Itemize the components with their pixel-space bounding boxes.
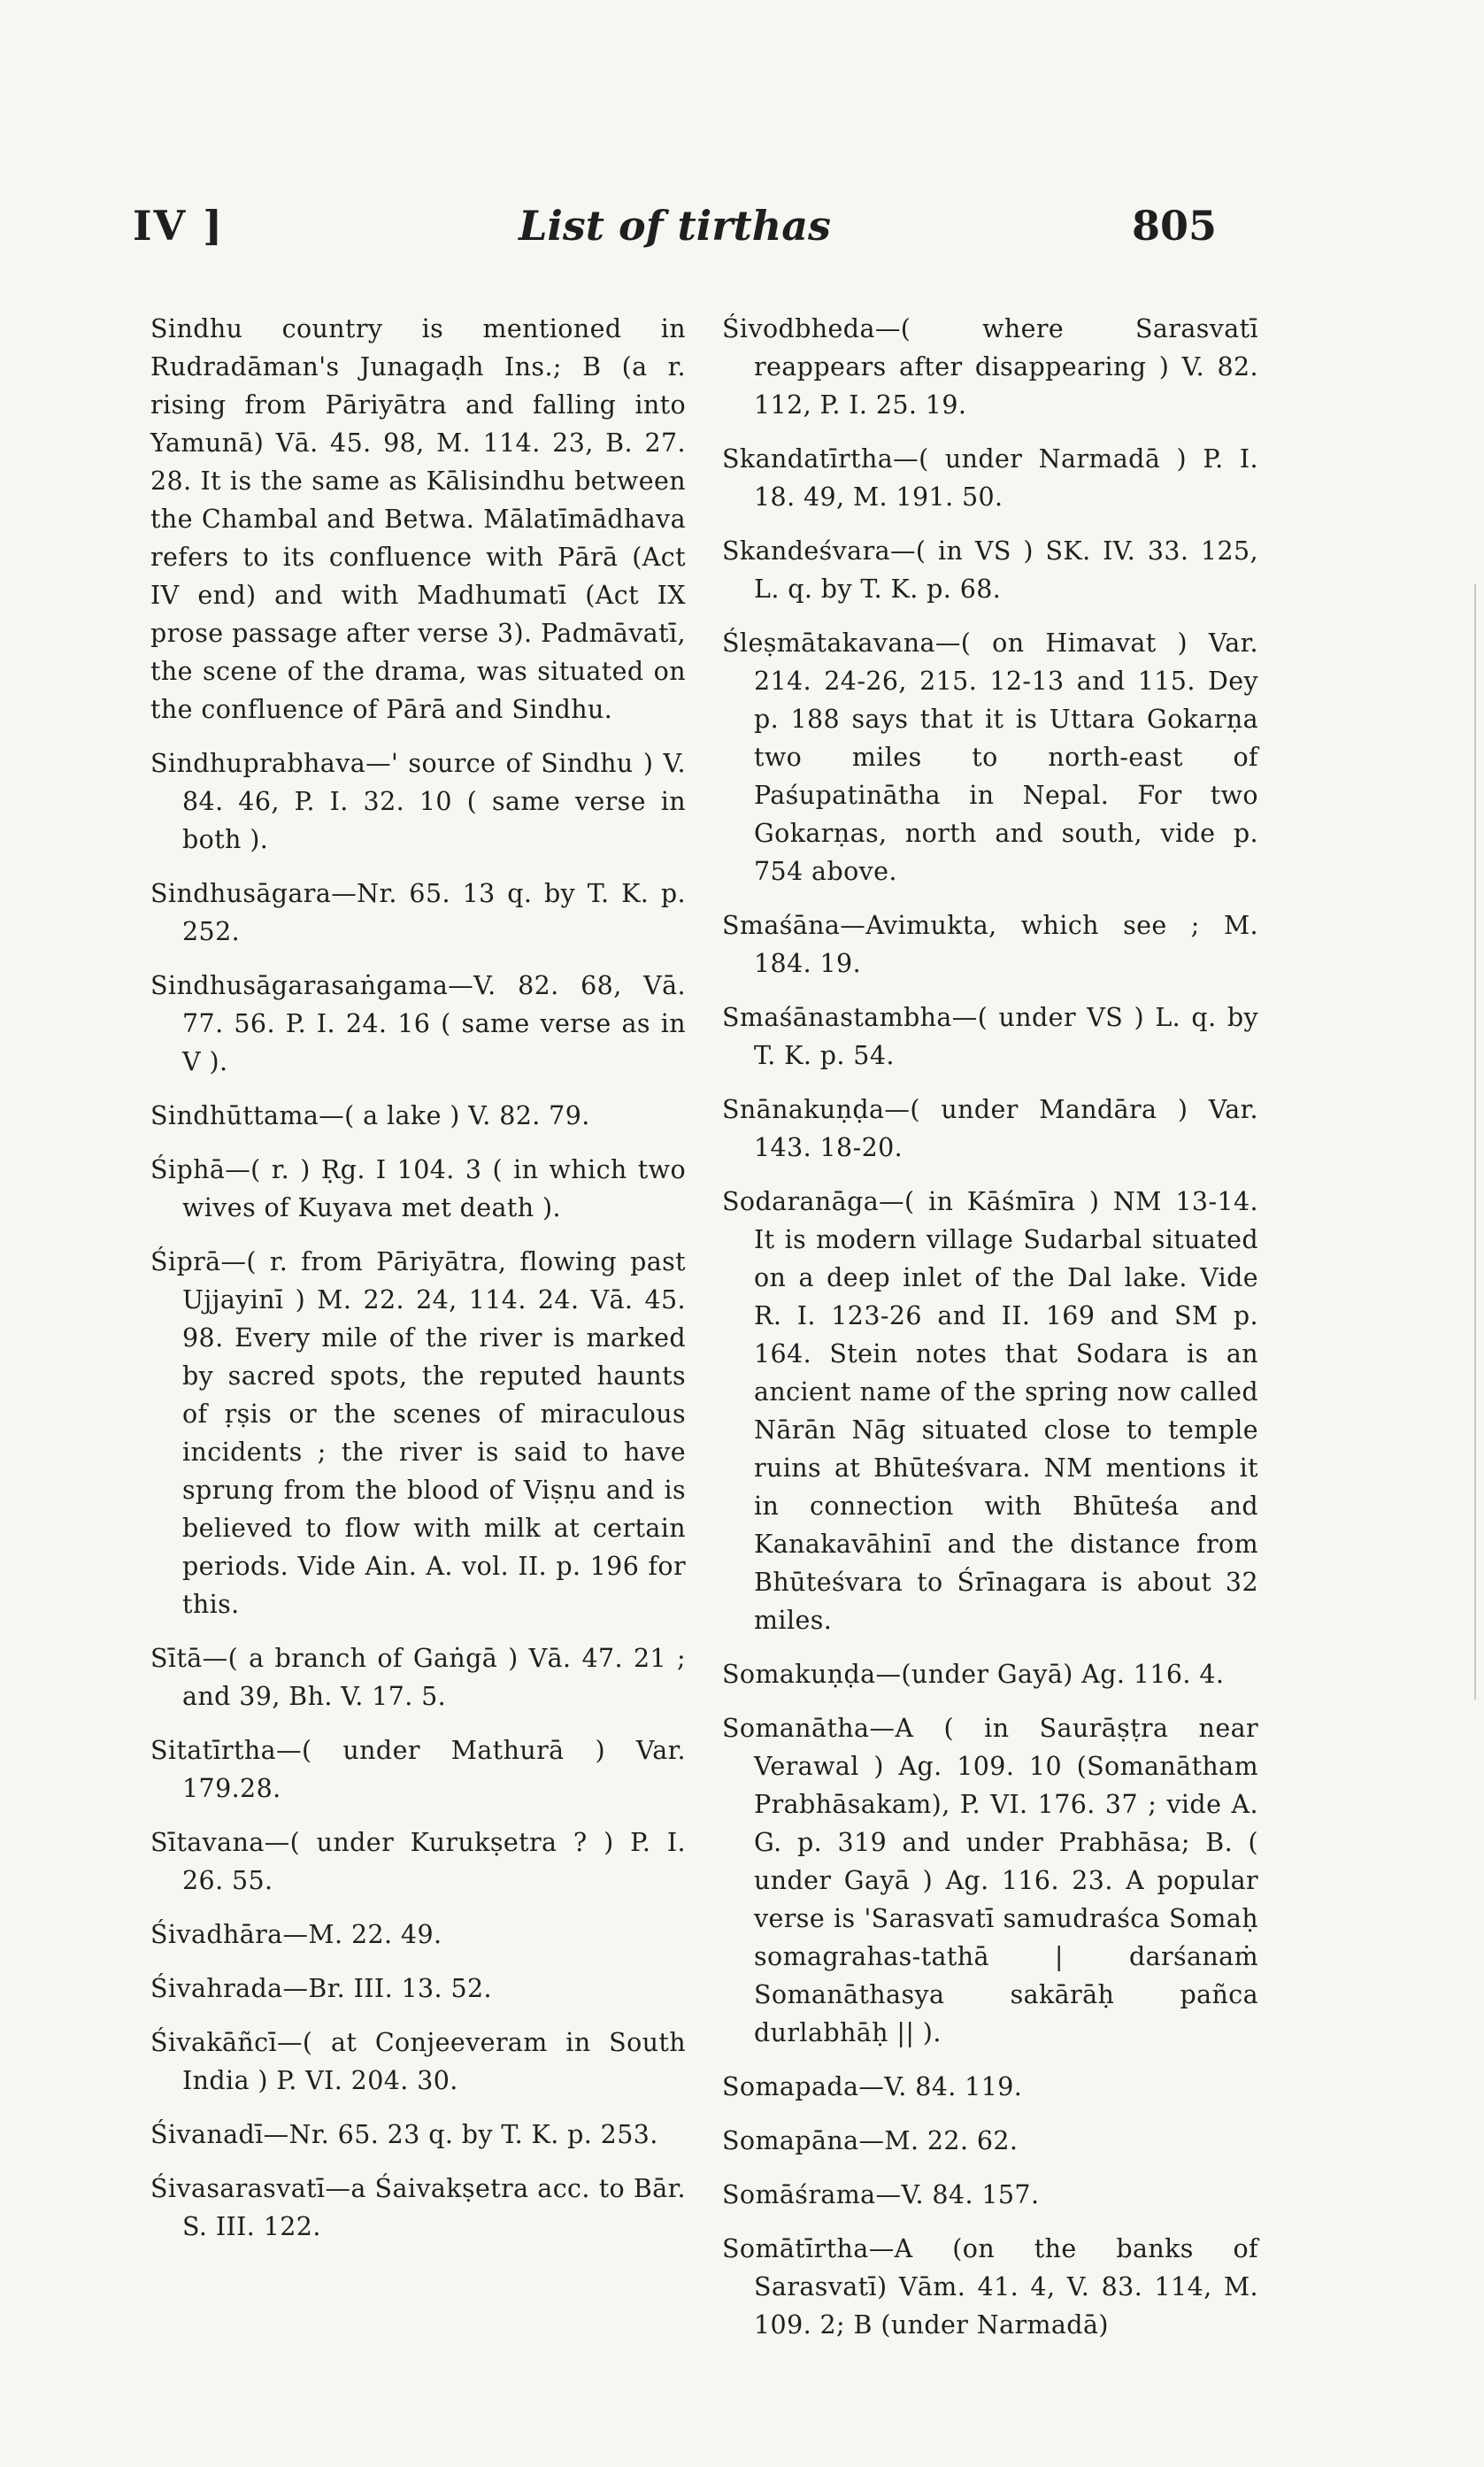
tirtha-entry: Sodaranāga—( in Kāśmīra ) NM 13-14. It is modern village Sudarbal situated on a deep inlet of the Dal lake. Vide R. I. 123-26 and II. 169 and SM p. 164. Stein notes that Sodara is an ancient name of the spring now called Nārān Nāg situated close to temple ruins at Bhūteśvara. NM mentions it in connection with Bhūteśa and Kanakavāhinī and the distance from Bhūteśvara to Śrīnagara is about 32 miles.: [722, 1187, 1258, 1635]
tirtha-entry: Somāśrama—V. 84. 157.: [722, 2180, 1040, 2209]
tirtha-entry: Śleṣmātakavana—( on Himavat ) Var. 214. 24-26, 215. 12-13 and 115. Dey p. 188 says that it is Uttara Gokarṇa two miles to north-east of Paśupatinātha in Nepal. For two Gokarṇas, north and south, vide p. 754 above.: [722, 628, 1258, 886]
tirtha-entry: Somapāna—M. 22. 62.: [722, 2126, 1019, 2155]
page-header: [133, 202, 1217, 264]
tirtha-entry: Sītā—( a branch of Gaṅgā ) Vā. 47. 21 ; and 39, Bh. V. 17. 5.: [150, 1644, 686, 1711]
tirtha-entry: Śivanadī—Nr. 65. 23 q. by T. K. p. 253.: [150, 2120, 658, 2149]
left-column: [150, 310, 686, 2262]
right-column: [722, 310, 1258, 2360]
tirtha-entry: Śiphā—( r. ) Ṛg. I 104. 3 ( in which two wives of Kuyava met death ).: [150, 1155, 686, 1222]
tirtha-entry: Skandeśvara—( in VS ) SK. IV. 33. 125, L. q. by T. K. p. 68.: [722, 536, 1258, 604]
tirtha-entry: Śivadhāra—M. 22. 49.: [150, 1920, 442, 1949]
tirtha-entry: Somakuṇḍa—(under Gayā) Ag. 116. 4.: [722, 1660, 1225, 1689]
tirtha-entry: Śiprā—( r. from Pāriyātra, flowing past Ujjayinī ) M. 22. 24, 114. 24. Vā. 45. 98. Every mile of the river is marked by sacred spots, the reputed haunts of ṛṣis or the scenes of miraculous incidents ; the river is said to have sprung from the blood of Viṣṇu and is believed to flow with milk at certain periods. Vide Ain. A. vol. II. p. 196 for this.: [150, 1247, 686, 1619]
tirtha-entry: Smaśāna—Avimukta, which see ; M. 184. 19.: [722, 911, 1258, 978]
tirtha-entry: Śivodbheda—( where Sarasvatī reappears after disappearing ) V. 82. 112, P. I. 25. 19.: [722, 314, 1258, 420]
tirtha-entry: Sītavana—( under Kurukṣetra ? ) P. I. 26. 55.: [150, 1828, 686, 1895]
tirtha-entry: Skandatīrtha—( under Narmadā ) P. I. 18. 49, M. 191. 50.: [722, 444, 1258, 512]
page-number: 805: [1131, 202, 1217, 250]
scan-margin-line: [1474, 584, 1476, 1700]
tirtha-entry: Somātīrtha—A (on the banks of Sarasvatī) Vām. 41. 4, V. 83. 114, M. 109. 2; B (under Narmadā): [722, 2234, 1258, 2340]
tirtha-entry: Sindhusāgarasaṅgama—V. 82. 68, Vā. 77. 56. P. I. 24. 16 ( same verse as in V ).: [150, 971, 686, 1076]
tirtha-entry: Smaśānastambha—( under VS ) L. q. by T. K. p. 54.: [722, 1003, 1258, 1070]
continuation-paragraph: Sindhu country is mentioned in Rudradāman's Junagaḍh Ins.; B (a r. rising from Pāriyātra and falling into Yamunā) Vā. 45. 98, M. 114. 23, B. 27. 28. It is the same as Kālisindhu between the Chambal and Betwa. Mālatīmādhava refers to its confluence with Pārā (Act IV end) and with Madhumatī (Act IX prose passage after verse 3). Padmāvatī, the scene of the drama, was situated on the confluence of Pārā and Sindhu.: [150, 314, 686, 724]
tirtha-entry: Śivakāñcī—( at Conjeeveram in South India ) P. VI. 204. 30.: [150, 2028, 686, 2095]
tirtha-entry: Somapada—V. 84. 119.: [722, 2072, 1023, 2101]
tirtha-entry: Somanātha—A ( in Saurāṣṭra near Verawal ) Ag. 109. 10 (Somanātham Prabhāsakam), P. VI. 176. 37 ; vide A. G. p. 319 and under Prabhāsa; B. ( under Gayā ) Ag. 116. 23. A popular verse is 'Sarasvatī samudraśca Somaḥ somagrahas-tathā | darśanaṁ Somanāthasya sakārāḥ pañca durlabhāḥ || ).: [722, 1714, 1258, 2047]
running-title: List of tirthas: [519, 202, 831, 250]
tirtha-entry: Sindhūttama—( a lake ) V. 82. 79.: [150, 1101, 590, 1130]
tirtha-entry: Sindhusāgara—Nr. 65. 13 q. by T. K. p. 252.: [150, 879, 686, 946]
tirtha-entry: Snānakuṇḍa—( under Mandāra ) Var. 143. 18-20.: [722, 1095, 1258, 1162]
tirtha-entry: Sitatīrtha—( under Mathurā ) Var. 179.28.: [150, 1736, 686, 1803]
tirtha-entry: Śivahrada—Br. III. 13. 52.: [150, 1974, 492, 2003]
tirtha-entry: Śivasarasvatī—a Śaivakṣetra acc. to Bār. S. III. 122.: [150, 2174, 686, 2241]
chapter-marker: IV ]: [133, 202, 224, 250]
tirtha-entry: Sindhuprabhava—' source of Sindhu ) V. 84. 46, P. I. 32. 10 ( same verse in both ).: [150, 749, 686, 854]
